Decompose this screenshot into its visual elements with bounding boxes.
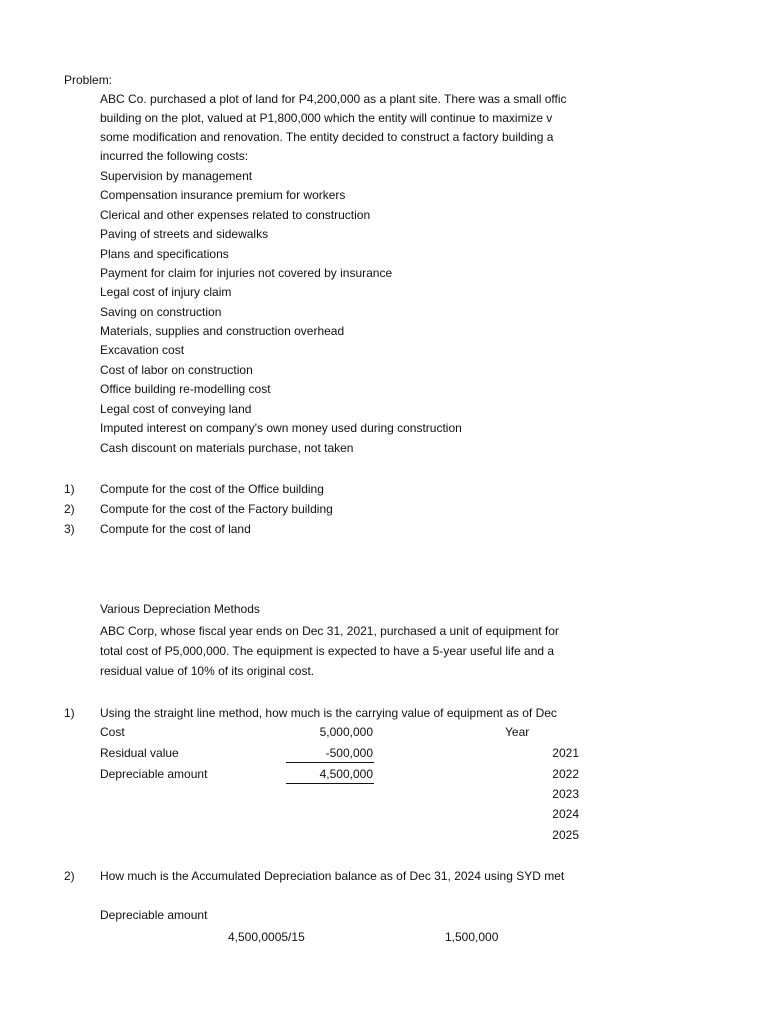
- question-number: 3): [64, 522, 75, 536]
- cost-item: Plans and specifications: [100, 247, 229, 261]
- cost-item: Supervision by management: [100, 169, 253, 183]
- cost-item: Cost of labor on construction: [100, 363, 253, 377]
- question-number: 1): [64, 482, 75, 496]
- cost-item: Payment for claim for injuries not covered by insurance: [100, 266, 393, 280]
- cost-item: Saving on construction: [100, 305, 222, 319]
- problem-paragraph-line: incurred the following costs:: [100, 149, 249, 163]
- year-header: Year: [505, 725, 530, 739]
- cost-item: Office building re-modelling cost: [100, 382, 271, 396]
- question-number: 2): [64, 502, 75, 516]
- problem-heading: Problem:: [64, 73, 113, 87]
- problem-paragraph-line: building on the plot, valued at P1,800,000 which the entity will continue to maximize v: [100, 111, 553, 125]
- depreciation-paragraph-line: residual value of 10% of its original cost.: [100, 664, 315, 678]
- question-text: Compute for the cost of the Office building: [100, 482, 324, 496]
- residual-value-label: Residual value: [100, 746, 179, 760]
- cost-item: Imputed interest on company's own money used during construction: [100, 421, 462, 435]
- year-cell: 2022: [552, 767, 579, 781]
- depreciation-paragraph-line: total cost of P5,000,000. The equipment is expected to have a 5-year useful life and a: [100, 644, 555, 658]
- syd-question-text: How much is the Accumulated Depreciation balance as of Dec 31, 2024 using SYD met: [100, 869, 565, 883]
- syd-calculation: 4,500,0005/15: [228, 930, 305, 944]
- question-text: Compute for the cost of the Factory building: [100, 502, 333, 516]
- cost-item: Excavation cost: [100, 343, 185, 357]
- sl-question-text: Using the straight line method, how much is the carrying value of equipment as of Dec: [100, 706, 557, 720]
- sl-question-number: 1): [64, 706, 75, 720]
- problem-paragraph-line: ABC Co. purchased a plot of land for P4,200,000 as a plant site. There was a small offic: [100, 92, 567, 106]
- cost-item: Paving of streets and sidewalks: [100, 227, 269, 241]
- syd-depreciable-label: Depreciable amount: [100, 908, 208, 922]
- year-cell: 2024: [552, 807, 579, 821]
- year-cell: 2023: [552, 787, 579, 801]
- cost-value: 5,000,000: [319, 725, 373, 739]
- syd-question-number: 2): [64, 869, 75, 883]
- underline-divider: [286, 783, 374, 784]
- syd-result: 1,500,000: [445, 930, 499, 944]
- depreciation-title: Various Depreciation Methods: [100, 602, 260, 616]
- cost-item: Materials, supplies and construction overhead: [100, 324, 345, 338]
- depreciation-paragraph-line: ABC Corp, whose fiscal year ends on Dec 31, 2021, purchased a unit of equipment for: [100, 624, 559, 638]
- cost-item: Clerical and other expenses related to construction: [100, 208, 371, 222]
- year-cell: 2021: [552, 746, 579, 760]
- cost-item: Legal cost of conveying land: [100, 402, 252, 416]
- year-cell: 2025: [552, 828, 579, 842]
- question-text: Compute for the cost of land: [100, 522, 251, 536]
- cost-item: Cash discount on materials purchase, not taken: [100, 441, 354, 455]
- cost-item: Legal cost of injury claim: [100, 285, 232, 299]
- problem-paragraph-line: some modification and renovation. The entity decided to construct a factory building a: [100, 130, 554, 144]
- cost-label: Cost: [100, 725, 125, 739]
- depreciable-amount-label: Depreciable amount: [100, 767, 208, 781]
- underline-divider: [286, 762, 374, 763]
- depreciable-amount-value: 4,500,000: [319, 767, 373, 781]
- residual-value-amount: -500,000: [325, 746, 373, 760]
- cost-item: Compensation insurance premium for workers: [100, 188, 346, 202]
